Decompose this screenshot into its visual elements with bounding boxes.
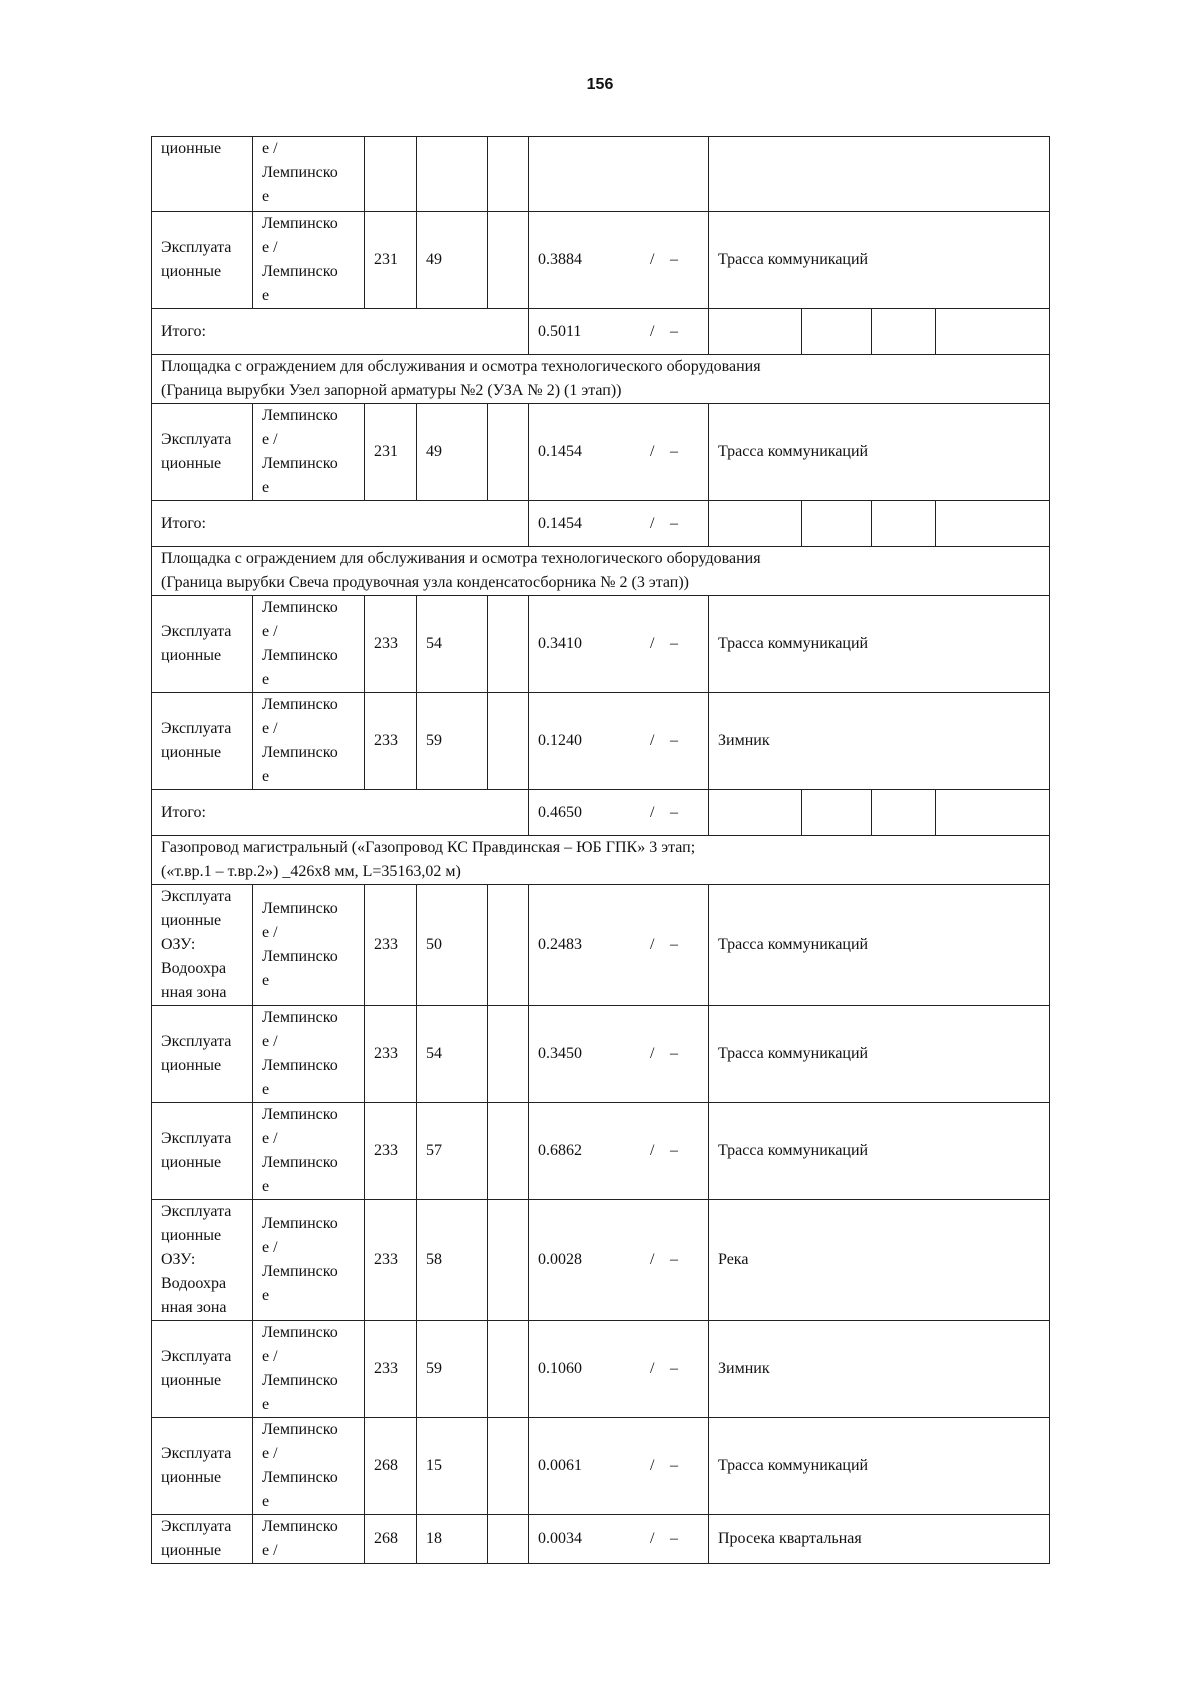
forestry-line: е / xyxy=(262,720,278,737)
category-line: Эксплуата xyxy=(161,1130,232,1147)
forestry-line: Лемпинско xyxy=(262,1372,338,1389)
area-cell xyxy=(529,885,709,1006)
total-area-cell xyxy=(529,790,709,836)
plot-cell xyxy=(417,137,488,212)
forestry-line: е xyxy=(262,1493,270,1510)
quarter-cell: 233 xyxy=(365,1200,417,1321)
section-title xyxy=(152,836,1050,885)
category-line: ционные xyxy=(161,1542,222,1559)
forestry-line: Лемпинско xyxy=(262,1009,338,1026)
area-separator: / xyxy=(650,443,655,460)
forestry-cell xyxy=(253,1200,365,1321)
category-line: Эксплуата xyxy=(161,1033,232,1050)
category-line: ционные xyxy=(161,1057,222,1074)
purpose-cell: Трасса коммуникаций xyxy=(709,1006,1050,1103)
category-cell xyxy=(152,1321,253,1418)
area-value: 0.3410 xyxy=(538,635,582,652)
forestry-line: е xyxy=(262,972,270,989)
area-value: 0.3450 xyxy=(538,1045,582,1062)
forestry-line: Лемпинско xyxy=(262,215,338,232)
category-line: ционные xyxy=(161,647,222,664)
purpose-cell xyxy=(709,137,1050,212)
forestry-cell xyxy=(253,693,365,790)
forestry-line: Лемпинско xyxy=(262,263,338,280)
forestry-cell xyxy=(253,1515,365,1564)
category-line: ционные xyxy=(161,912,222,929)
area-separator: / xyxy=(650,1251,655,1268)
forestry-line: Лемпинско xyxy=(262,1518,338,1535)
empty-cell xyxy=(802,501,872,547)
forestry-line: е / xyxy=(262,1033,278,1050)
category-cell xyxy=(152,885,253,1006)
purpose-cell: Трасса коммуникаций xyxy=(709,1103,1050,1200)
category-cell xyxy=(152,693,253,790)
plot-cell: 58 xyxy=(417,1200,488,1321)
quarter-cell: 233 xyxy=(365,596,417,693)
table-row xyxy=(152,885,1050,1006)
empty-cell xyxy=(709,501,802,547)
forestry-line: Лемпинско xyxy=(262,744,338,761)
area-cell xyxy=(529,212,709,309)
forestry-line: е / xyxy=(262,1445,278,1462)
total-label: Итого: xyxy=(152,790,529,836)
area-separator: / xyxy=(650,732,655,749)
forestry-line: е xyxy=(262,1178,270,1195)
category-line: Водоохра xyxy=(161,960,227,977)
quarter-cell: 268 xyxy=(365,1515,417,1564)
forestry-line: е xyxy=(262,1081,270,1098)
empty-cell xyxy=(488,1200,529,1321)
total-row xyxy=(152,309,1050,355)
section-title-row xyxy=(152,547,1050,596)
category-cell xyxy=(152,1515,253,1564)
category-line: Эксплуата xyxy=(161,431,232,448)
area-value: 0.1060 xyxy=(538,1360,582,1377)
forestry-line: е xyxy=(262,671,270,688)
category-cell xyxy=(152,1103,253,1200)
forestry-cell xyxy=(253,596,365,693)
area-dash: – xyxy=(670,443,678,460)
section-title-row xyxy=(152,355,1050,404)
category-line: нная зона xyxy=(161,1299,227,1316)
category-line: Эксплуата xyxy=(161,1203,232,1220)
area-dash: – xyxy=(670,1142,678,1159)
empty-cell xyxy=(872,309,936,355)
purpose-cell: Трасса коммуникаций xyxy=(709,404,1050,501)
area-dash: – xyxy=(670,936,678,953)
purpose-cell: Зимник xyxy=(709,1321,1050,1418)
area-value: 0.0034 xyxy=(538,1530,582,1547)
area-cell xyxy=(529,137,709,212)
area-cell xyxy=(529,1200,709,1321)
total-dash: – xyxy=(670,322,678,340)
area-dash: – xyxy=(670,732,678,749)
table-row xyxy=(152,1418,1050,1515)
forestry-line: Лемпинско xyxy=(262,1154,338,1171)
area-dash: – xyxy=(670,251,678,268)
forestry-line: Лемпинско xyxy=(262,455,338,472)
purpose-cell: Зимник xyxy=(709,693,1050,790)
category-cell xyxy=(152,212,253,309)
forestry-cell xyxy=(253,1103,365,1200)
empty-cell xyxy=(488,1103,529,1200)
total-area-cell xyxy=(529,501,709,547)
category-line: Эксплуата xyxy=(161,1348,232,1365)
plot-cell: 54 xyxy=(417,596,488,693)
empty-cell xyxy=(488,404,529,501)
area-cell xyxy=(529,596,709,693)
forestry-cell xyxy=(253,404,365,501)
empty-cell xyxy=(488,885,529,1006)
quarter-cell: 233 xyxy=(365,693,417,790)
section-title-row xyxy=(152,836,1050,885)
area-value: 0.3884 xyxy=(538,251,582,268)
category-line: Эксплуата xyxy=(161,239,232,256)
section-title-line: Газопровод магистральный («Газопровод КС Правдинская – ЮБ ГПК» 3 этап; xyxy=(161,839,696,856)
area-dash: – xyxy=(670,1457,678,1474)
total-separator: / xyxy=(650,322,655,340)
total-dash: – xyxy=(670,514,678,532)
category-line: Эксплуата xyxy=(161,1518,232,1535)
table-row xyxy=(152,1103,1050,1200)
forestry-line: Лемпинско xyxy=(262,1469,338,1486)
total-area-value: 0.5011 xyxy=(538,322,582,340)
section-title xyxy=(152,547,1050,596)
quarter-cell: 233 xyxy=(365,1006,417,1103)
total-dash: – xyxy=(670,803,678,821)
category-line: ОЗУ: xyxy=(161,1251,196,1268)
area-value: 0.2483 xyxy=(538,936,582,953)
forestry-cell xyxy=(253,1418,365,1515)
area-cell xyxy=(529,1006,709,1103)
empty-cell xyxy=(709,309,802,355)
category-line: ционные xyxy=(161,263,222,280)
category-cell xyxy=(152,1418,253,1515)
empty-cell xyxy=(488,596,529,693)
empty-cell xyxy=(488,1418,529,1515)
forestry-cell xyxy=(253,1006,365,1103)
forestry-line: е / xyxy=(262,140,278,157)
area-separator: / xyxy=(650,1530,655,1547)
area-dash: – xyxy=(670,1045,678,1062)
forestry-line: е / xyxy=(262,239,278,256)
table-row xyxy=(152,1515,1050,1564)
section-title-line: Площадка с ограждением для обслуживания и осмотра технологического оборудования xyxy=(161,550,761,567)
area-value: 0.6862 xyxy=(538,1142,582,1159)
forestry-line: е xyxy=(262,1287,270,1304)
quarter-cell: 233 xyxy=(365,885,417,1006)
empty-cell xyxy=(936,790,1050,836)
table-row xyxy=(152,1321,1050,1418)
area-cell xyxy=(529,1418,709,1515)
table-row xyxy=(152,212,1050,309)
forestry-line: е / xyxy=(262,1542,278,1559)
total-label: Итого: xyxy=(152,501,529,547)
area-cell xyxy=(529,693,709,790)
purpose-cell: Трасса коммуникаций xyxy=(709,212,1050,309)
total-separator: / xyxy=(650,514,655,532)
page-number: 156 xyxy=(586,76,614,93)
empty-cell xyxy=(936,501,1050,547)
empty-cell xyxy=(488,693,529,790)
forestry-line: е / xyxy=(262,431,278,448)
plot-cell: 15 xyxy=(417,1418,488,1515)
forestry-line: е xyxy=(262,768,270,785)
forestry-line: Лемпинско xyxy=(262,1324,338,1341)
plot-cell: 54 xyxy=(417,1006,488,1103)
empty-cell xyxy=(488,212,529,309)
forestry-line: е xyxy=(262,1396,270,1413)
section-title-line: Площадка с ограждением для обслуживания и осмотра технологического оборудования xyxy=(161,358,761,375)
empty-cell xyxy=(488,137,529,212)
area-value: 0.1240 xyxy=(538,732,582,749)
forestry-line: Лемпинско xyxy=(262,1263,338,1280)
forestry-line: Лемпинско xyxy=(262,1057,338,1074)
table-row xyxy=(152,1006,1050,1103)
area-separator: / xyxy=(650,635,655,652)
total-label: Итого: xyxy=(152,309,529,355)
category-line: ционные xyxy=(161,455,222,472)
area-separator: / xyxy=(650,251,655,268)
empty-cell xyxy=(802,309,872,355)
category-line: нная зона xyxy=(161,984,227,1001)
category-cell xyxy=(152,1200,253,1321)
category-cell xyxy=(152,404,253,501)
category-line: ционные xyxy=(161,1372,222,1389)
forestry-line: Лемпинско xyxy=(262,900,338,917)
forestry-cell xyxy=(253,212,365,309)
forestry-line: Лемпинско xyxy=(262,164,338,181)
total-row xyxy=(152,501,1050,547)
total-row xyxy=(152,790,1050,836)
quarter-cell xyxy=(365,137,417,212)
table-row xyxy=(152,693,1050,790)
table-row xyxy=(152,1200,1050,1321)
quarter-cell: 233 xyxy=(365,1321,417,1418)
category-text: ционные xyxy=(161,140,222,157)
table-row-partial xyxy=(152,137,1050,212)
empty-cell xyxy=(872,790,936,836)
section-title-line: (Граница вырубки Свеча продувочная узла конденсатосборника № 2 (3 этап)) xyxy=(161,574,689,591)
category-line: Водоохра xyxy=(161,1275,227,1292)
forestry-cell xyxy=(253,137,365,212)
area-dash: – xyxy=(670,1360,678,1377)
quarter-cell: 233 xyxy=(365,1103,417,1200)
plot-cell: 18 xyxy=(417,1515,488,1564)
forestry-line: е xyxy=(262,287,270,304)
plot-cell: 59 xyxy=(417,693,488,790)
forestry-cell xyxy=(253,1321,365,1418)
area-cell xyxy=(529,1515,709,1564)
area-cell xyxy=(529,1321,709,1418)
section-title xyxy=(152,355,1050,404)
purpose-cell: Трасса коммуникаций xyxy=(709,1418,1050,1515)
forestry-cell xyxy=(253,885,365,1006)
section-title-line: (Граница вырубки Узел запорной арматуры №2 (УЗА № 2) (1 этап)) xyxy=(161,382,622,399)
forestry-line: Лемпинско xyxy=(262,647,338,664)
area-dash: – xyxy=(670,635,678,652)
category-line: Эксплуата xyxy=(161,720,232,737)
total-area-value: 0.4650 xyxy=(538,803,582,821)
area-separator: / xyxy=(650,1457,655,1474)
category-line: ционные xyxy=(161,1469,222,1486)
table-row xyxy=(152,596,1050,693)
category-line: ционные xyxy=(161,1154,222,1171)
forestry-line: Лемпинско xyxy=(262,1106,338,1123)
forestry-line: Лемпинско xyxy=(262,1421,338,1438)
plot-cell: 49 xyxy=(417,404,488,501)
purpose-cell: Трасса коммуникаций xyxy=(709,885,1050,1006)
forestry-line: Лемпинско xyxy=(262,599,338,616)
total-area-value: 0.1454 xyxy=(538,514,582,532)
total-separator: / xyxy=(650,803,655,821)
empty-cell xyxy=(488,1515,529,1564)
quarter-cell: 268 xyxy=(365,1418,417,1515)
plot-cell: 50 xyxy=(417,885,488,1006)
empty-cell xyxy=(709,790,802,836)
area-cell xyxy=(529,1103,709,1200)
empty-cell xyxy=(488,1006,529,1103)
quarter-cell: 231 xyxy=(365,404,417,501)
category-line: ционные xyxy=(161,1227,222,1244)
area-separator: / xyxy=(650,1360,655,1377)
category-line: ОЗУ: xyxy=(161,936,196,953)
forestry-line: е / xyxy=(262,1239,278,1256)
purpose-cell: Трасса коммуникаций xyxy=(709,596,1050,693)
empty-cell xyxy=(872,501,936,547)
category-line: Эксплуата xyxy=(161,623,232,640)
empty-cell xyxy=(802,790,872,836)
area-value: 0.0061 xyxy=(538,1457,582,1474)
area-dash: – xyxy=(670,1530,678,1547)
category-cell xyxy=(152,137,253,212)
area-separator: / xyxy=(650,1045,655,1062)
category-line: ционные xyxy=(161,744,222,761)
area-separator: / xyxy=(650,1142,655,1159)
category-line: Эксплуата xyxy=(161,1445,232,1462)
area-cell xyxy=(529,404,709,501)
forestry-line: Лемпинско xyxy=(262,696,338,713)
empty-cell xyxy=(936,309,1050,355)
quarter-cell: 231 xyxy=(365,212,417,309)
area-dash: – xyxy=(670,1251,678,1268)
forestry-line: Лемпинско xyxy=(262,1215,338,1232)
area-separator: / xyxy=(650,936,655,953)
section-title-line: («т.вр.1 – т.вр.2») _426х8 мм, L=35163,02 м) xyxy=(161,863,461,880)
forestry-line: Лемпинско xyxy=(262,407,338,424)
plot-cell: 57 xyxy=(417,1103,488,1200)
category-cell xyxy=(152,1006,253,1103)
plot-cell: 49 xyxy=(417,212,488,309)
forest-plots-table xyxy=(151,136,1050,1564)
forestry-line: е / xyxy=(262,1130,278,1147)
table-row xyxy=(152,404,1050,501)
area-value: 0.0028 xyxy=(538,1251,582,1268)
area-value: 0.1454 xyxy=(538,443,582,460)
forestry-line: е xyxy=(262,188,270,205)
forestry-line: е / xyxy=(262,623,278,640)
category-line: Эксплуата xyxy=(161,888,232,905)
category-cell xyxy=(152,596,253,693)
forestry-line: е / xyxy=(262,1348,278,1365)
purpose-cell: Река xyxy=(709,1200,1050,1321)
total-area-cell xyxy=(529,309,709,355)
plot-cell: 59 xyxy=(417,1321,488,1418)
forestry-line: е xyxy=(262,479,270,496)
forestry-line: е / xyxy=(262,924,278,941)
purpose-cell: Просека квартальная xyxy=(709,1515,1050,1564)
forestry-line: Лемпинско xyxy=(262,948,338,965)
empty-cell xyxy=(488,1321,529,1418)
